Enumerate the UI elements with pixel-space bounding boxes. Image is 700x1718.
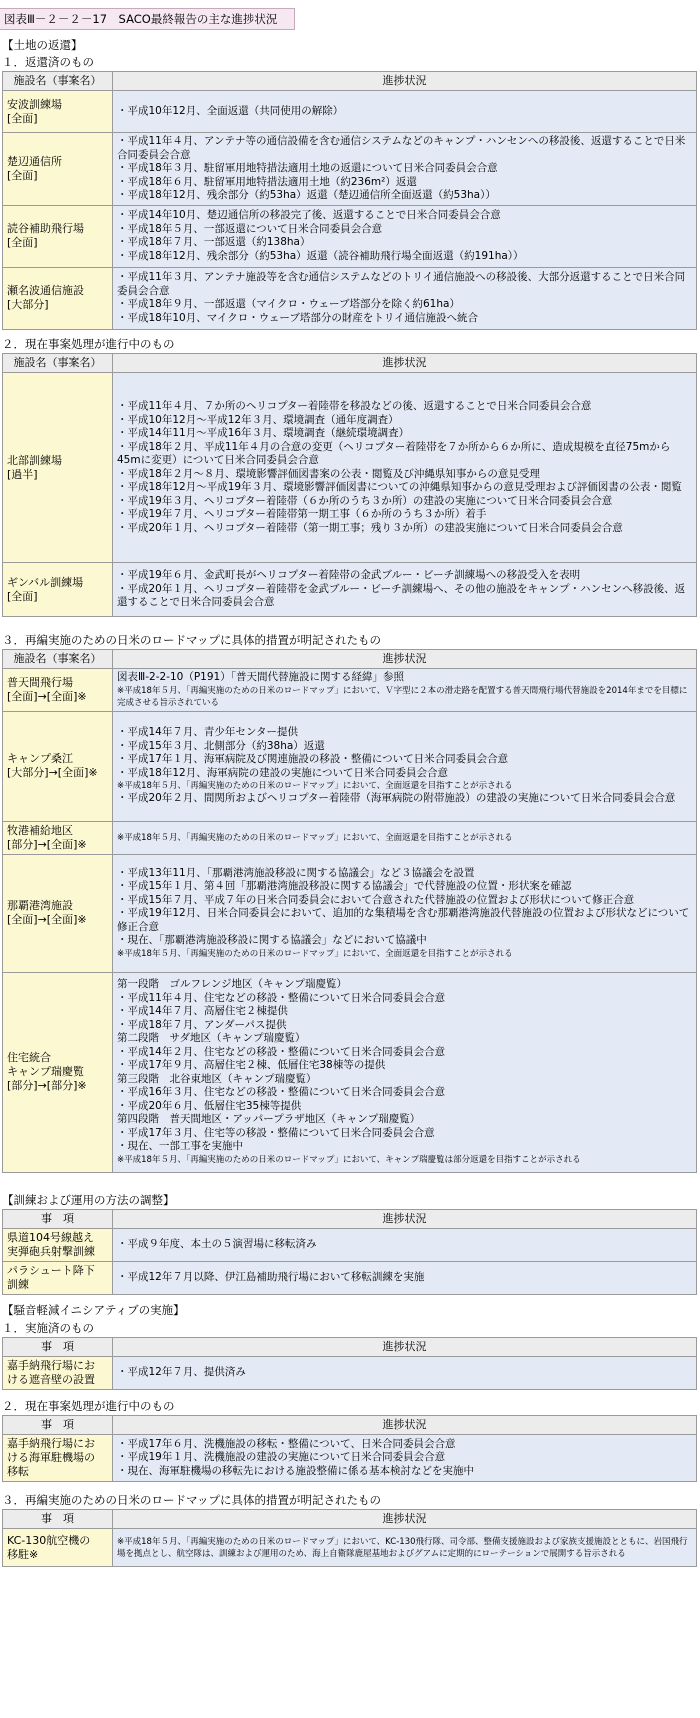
facility-name-line: パラシュート降下	[7, 1264, 95, 1277]
facility-name-line: [部分]→[全面]※	[7, 837, 87, 851]
figure-title: 図表Ⅲ－２－２－17 SACO最終報告の主な進捗状況	[0, 8, 295, 30]
facility-name-line: 普天間飛行場	[7, 675, 73, 689]
table-row	[3, 711, 697, 821]
progress-item: ・平成19年６月、金武町長がヘリコプター着陸帯の金武ブルー・ビーチ訓練場への移設受入を表明	[117, 569, 581, 582]
progress-item: ・現在、一部工事を実施中	[117, 1140, 243, 1153]
facility-name-cell	[3, 373, 113, 563]
facility-name-line: 住宅統合	[7, 1051, 51, 1064]
progress-item: ・平成17年９月、高層住宅２棟、低層住宅38棟等の提供	[117, 1059, 386, 1072]
progress-item: ・平成10年12月～平成12年３月、環境調査（通年度調査）	[117, 413, 399, 426]
table-row	[3, 133, 697, 206]
facility-name-cell	[3, 563, 113, 617]
progress-cell	[113, 91, 697, 133]
noise-subheading-2: ２．現在事案処理が進行中のもの	[2, 1399, 175, 1413]
column-header-progress: 進捗状況	[113, 1510, 697, 1529]
facility-name-line: [過半]	[7, 467, 38, 481]
progress-item: ・平成14年11月～平成16年３月、環境調査（継続環境調査）	[117, 427, 410, 439]
facility-name-line: KC-130航空機の	[7, 1533, 91, 1547]
land-subheading-2: ２．現在事案処理が進行中のもの	[2, 337, 175, 351]
progress-item: ・平成18年12月、海軍病院の建設の実施について日米合同委員会合意	[117, 766, 449, 779]
progress-item: ・平成20年１月、ヘリコプター着陸帯（第一期工事；残り３か所）の建設実施について日米合同委員会合意	[117, 521, 623, 534]
facility-name-line: [全面]	[7, 236, 38, 249]
progress-cell	[113, 854, 697, 972]
facility-name-line: [全面]→[全面]※	[7, 689, 87, 703]
training-heading: 【訓練および運用の方法の調整】	[2, 1193, 175, 1207]
progress-item: ・平成18年２月～８月、環境影響評価図書案の公表・閲覧及び沖縄県知事からの意見受理	[117, 467, 540, 480]
land-subheading-3: ３．再編実施のための日米のロードマップに具体的措置が明記されたもの	[2, 633, 382, 647]
column-header-name: 施設名（事案名）	[3, 72, 113, 91]
progress-item: ・平成19年１月、洗機施設の建設の実施について日米合同委員会合意	[117, 1451, 446, 1464]
noise-subheading-3: ３．再編実施のための日米のロードマップに具体的措置が明記されたもの	[2, 1493, 382, 1507]
progress-cell	[113, 133, 697, 206]
column-header-name: 事 項	[3, 1416, 113, 1435]
facility-name-line: 嘉手納飛行場にお	[7, 1359, 95, 1372]
facility-name-line: [全面]	[7, 168, 38, 182]
progress-item: ・平成11年４月、７か所のヘリコプター着陸帯を移設などの後、返還することで日米合同委員会合意	[117, 400, 592, 412]
progress-item: ・平成18年５月、一部返還について日米合同委員会合意	[117, 222, 383, 235]
table-row	[3, 205, 697, 267]
progress-item: ・平成10年12月、全面返還（共同使用の解除）	[117, 104, 344, 117]
progress-note: ※平成18年５月、「再編実施のための日米のロードマップ」において、KC-130飛行隊、司令部、整備支援施設および家族支援施設とともに、岩国飛行場を拠点とし、航空隊は、訓練および運用のため、海上自衛隊鹿屋基地およびグアムに定期的にローテーションで展開する旨示される	[117, 1536, 688, 1559]
progress-cell	[113, 1229, 697, 1262]
progress-item: ・平成18年12月、残余部分（約53ha）返還（読谷補助飛行場全面返還（約191ha））	[117, 249, 524, 262]
progress-cell	[113, 205, 697, 267]
progress-item: ・平成11年３月、アンテナ施設等を含む通信システムなどのトリイ通信施設への移設後、大部分返還することで日米合同委員会合意	[117, 271, 686, 297]
progress-item: 図表Ⅲ-2-2-10（P191）「普天間代替施設に関する経緯」参照	[117, 671, 404, 683]
column-header-name: 施設名（事案名）	[3, 354, 113, 373]
facility-name-line: 牧港補給地区	[7, 823, 73, 837]
facility-name-cell	[3, 1262, 113, 1295]
table-row	[3, 1357, 697, 1390]
progress-item: ・平成12年７月以降、伊江島補助飛行場において移転訓練を実施	[117, 1271, 425, 1284]
progress-note: ※平成18年５月、「再編実施のための日米のロードマップ」において、キャンプ瑞慶覧は部分返還を目指すことが示される	[117, 1154, 581, 1165]
table-row	[3, 1262, 697, 1295]
column-header-name: 事 項	[3, 1210, 113, 1229]
facility-name-line: 県道104号線越え	[7, 1231, 94, 1244]
facility-name-line: 読谷補助飛行場	[7, 222, 84, 235]
facility-name-cell	[3, 669, 113, 712]
facility-name-cell	[3, 1435, 113, 1482]
land-heading: 【土地の返還】	[2, 38, 83, 52]
facility-name-cell	[3, 1529, 113, 1567]
facility-name-line: 嘉手納飛行場にお	[7, 1437, 95, 1450]
facility-name-line: [大部分]	[7, 298, 49, 311]
column-header-progress: 進捗状況	[113, 72, 697, 91]
facility-name-line: 移駐※	[7, 1547, 39, 1561]
facility-name-line: ける海軍駐機場の	[7, 1451, 95, 1464]
progress-cell	[113, 1357, 697, 1390]
column-header-name: 事 項	[3, 1338, 113, 1357]
facility-name-line: ける遮音壁の設置	[7, 1373, 95, 1386]
facility-name-line: 実弾砲兵射撃訓練	[7, 1245, 95, 1258]
progress-item: ・平成14年２月、住宅などの移設・整備について日米合同委員会合意	[117, 1045, 446, 1058]
progress-cell	[113, 1529, 697, 1567]
progress-item: ・平成19年12月、日米合同委員会において、追加的な集積場を含む那覇港湾施設代替施設の位置および形状などについて修正合意	[117, 907, 690, 933]
column-header-name: 施設名（事案名）	[3, 650, 113, 669]
progress-item: ・平成18年７月、一部返還（約138ha）	[117, 236, 311, 248]
column-header-progress: 進捗状況	[113, 1416, 697, 1435]
progress-item: ・平成18年12月～平成19年３月、環境影響評価図書についての沖縄県知事からの意見受理および評価図書の公表・閲覧	[117, 481, 682, 493]
stage-heading: 第三段階 北谷東地区（キャンプ瑞慶覧）	[117, 1072, 317, 1085]
column-header-progress: 進捗状況	[113, 650, 697, 669]
progress-item: ・平成13年11月、「那覇港湾施設移設に関する協議会」など３協議会を設置	[117, 866, 475, 879]
progress-item: ・平成18年７月、アンダーパス提供	[117, 1018, 287, 1031]
progress-cell	[113, 1435, 697, 1482]
facility-name-cell	[3, 133, 113, 206]
facility-name-line: [大部分]→[全面]※	[7, 766, 98, 779]
progress-item: ・平成19年３月、ヘリコプター着陸帯（６か所のうち３か所）の建設の実施について日米合同委員会合意	[117, 494, 613, 507]
column-header-progress: 進捗状況	[113, 1338, 697, 1357]
progress-item: ・平成16年３月、住宅などの移設・整備について日米合同委員会合意	[117, 1086, 446, 1099]
progress-cell	[113, 711, 697, 821]
progress-item: ・平成18年６月、駐留軍用地特措法適用土地（約236m²）返還	[117, 175, 417, 188]
progress-note: ※平成18年５月、「再編実施のための日米のロードマップ」において、全面返還を目指すことが示される	[117, 948, 513, 959]
facility-name-line: 移転	[7, 1465, 29, 1478]
facility-name-cell	[3, 821, 113, 854]
progress-item: ・平成19年７月、ヘリコプター着陸帯第一期工事（６か所のうち３か所）着手	[117, 508, 487, 520]
table-row	[3, 972, 697, 1172]
progress-item: ・平成９年度、本土の５演習場に移転済み	[117, 1238, 317, 1251]
stage-heading: 第四段階 普天間地区・アッパープラザ地区（キャンプ瑞慶覧）	[117, 1113, 421, 1126]
facility-name-cell	[3, 267, 113, 329]
progress-item: ・平成15年１月、第４回「那覇港湾施設移設に関する協議会」で代替施設の位置・形状案を確認	[117, 880, 572, 892]
facility-name-cell	[3, 1357, 113, 1390]
progress-cell	[113, 821, 697, 854]
progress-item: ・平成15年３月、北側部分（約38ha）返還	[117, 739, 325, 752]
facility-name-line: ギンバル訓練場	[7, 575, 84, 589]
progress-item: ・平成18年２月、平成11年４月の合意の変更（ヘリコプター着陸帯を７か所から６か所に、造成規模を直径75mから45mに変更）について日米合同委員会合意	[117, 440, 671, 466]
stage-heading: 第一段階 ゴルフレンジ地区（キャンプ瑞慶覧）	[117, 978, 348, 991]
facility-name-cell	[3, 972, 113, 1172]
table-row	[3, 91, 697, 133]
progress-cell	[113, 1262, 697, 1295]
noise-implemented-table	[2, 1337, 697, 1390]
noise-in-progress-table	[2, 1415, 697, 1482]
facility-name-line: キャンプ瑞慶覧	[7, 1065, 84, 1078]
facility-name-line: 訓練	[7, 1278, 29, 1291]
table-row	[3, 1435, 697, 1482]
progress-item: ・平成18年９月、一部返還（マイクロ・ウェーブ塔部分を除く約61ha）	[117, 298, 460, 310]
progress-item: ・平成18年10月、マイクロ・ウェーブ塔部分の財産をトリイ通信施設へ統合	[117, 311, 479, 324]
column-header-progress: 進捗状況	[113, 354, 697, 373]
progress-item: ・平成18年12月、残余部分（約53ha）返還（楚辺通信所全面返還（約53ha））	[117, 189, 496, 201]
progress-item: ・現在、海軍駐機場の移転先における施設整備に係る基本検討などを実施中	[117, 1464, 474, 1477]
progress-item: ・平成15年７月、平成７年の日米合同委員会において合意された代替施設の位置および形状について修正合意	[117, 893, 635, 906]
progress-item: ・平成20年１月、ヘリコプター着陸帯を金武ブルー・ビーチ訓練場へ、その他の施設をキャンプ・ハンセンへ移設後、返還することで日米合同委員会合意	[117, 582, 686, 609]
column-header-name: 事 項	[3, 1510, 113, 1529]
facility-name-line: 楚辺通信所	[7, 154, 62, 168]
facility-name-cell	[3, 91, 113, 133]
progress-item: ・平成20年２月、間関所およびヘリコプター着陸帯（海軍病院の附帯施設）の建設の実施について日米合同委員会合意	[117, 792, 676, 805]
progress-cell	[113, 972, 697, 1172]
table-row	[3, 373, 697, 563]
land-returned-table	[2, 71, 697, 330]
facility-name-line: 那覇港湾施設	[7, 899, 73, 912]
facility-name-line: [全面]→[全面]※	[7, 913, 87, 926]
land-subheading-1: １．返還済のもの	[2, 55, 94, 69]
facility-name-line: 北部訓練場	[7, 453, 62, 467]
noise-heading: 【騒音軽減イニシアティブの実施】	[2, 1303, 185, 1317]
progress-item: ・平成12年７月、提供済み	[117, 1366, 246, 1379]
land-in-progress-table	[2, 353, 697, 617]
facility-name-line: 安波訓練場	[7, 97, 62, 111]
column-header-progress: 進捗状況	[113, 1210, 697, 1229]
training-table	[2, 1209, 697, 1295]
facility-name-cell	[3, 711, 113, 821]
facility-name-line: [全面]	[7, 111, 38, 125]
progress-item: ・平成14年10月、楚辺通信所の移設完了後、返還することで日米合同委員会合意	[117, 209, 501, 221]
facility-name-line: [全面]	[7, 589, 38, 603]
table-row	[3, 1529, 697, 1567]
table-row	[3, 267, 697, 329]
noise-subheading-1: １．実施済のもの	[2, 1321, 94, 1335]
table-row	[3, 563, 697, 617]
table-row	[3, 821, 697, 854]
facility-name-cell	[3, 854, 113, 972]
progress-item: ・平成17年３月、住宅等の移設・整備について日米合同委員会合意	[117, 1126, 435, 1139]
progress-note: ※平成18年５月、「再編実施のための日米のロードマップ」において、Ｖ字型に２本の滑走路を配置する普天間飛行場代替施設を2014年までを目標に完成させる旨示されている	[117, 685, 688, 708]
progress-cell	[113, 373, 697, 563]
land-roadmap-table	[2, 649, 697, 1173]
table-row	[3, 1229, 697, 1262]
noise-roadmap-table	[2, 1509, 697, 1567]
facility-name-cell	[3, 1229, 113, 1262]
progress-note: ※平成18年５月、「再編実施のための日米のロードマップ」において、全面返還を目指すことが示される	[117, 781, 513, 792]
facility-name-line: キャンプ桑江	[7, 752, 73, 765]
progress-cell	[113, 267, 697, 329]
progress-item: ・平成11年４月、住宅などの移設・整備について日米合同委員会合意	[117, 991, 446, 1004]
progress-item: ・平成11年４月、アンテナ等の通信設備を含む通信システムなどのキャンプ・ハンセンへの移設後、返還することで日米合同委員会合意	[117, 135, 686, 161]
table-row	[3, 854, 697, 972]
progress-item: ・平成17年６月、洗機施設の移転・整備について、日米合同委員会合意	[117, 1437, 456, 1450]
progress-item: ・現在、「那覇港湾施設移設に関する協議会」などにおいて協議中	[117, 934, 427, 946]
progress-item: ・平成14年７月、青少年センター提供	[117, 726, 298, 739]
table-row	[3, 669, 697, 712]
progress-cell	[113, 563, 697, 617]
facility-name-cell	[3, 205, 113, 267]
progress-item: ・平成20年６月、低層住宅35棟等提供	[117, 1099, 302, 1112]
facility-name-line: [部分]→[部分]※	[7, 1079, 87, 1092]
stage-heading: 第二段階 サダ地区（キャンプ瑞慶覧）	[117, 1032, 306, 1045]
progress-item: ・平成18年３月、駐留軍用地特措法適用土地の返還について日米合同委員会合意	[117, 162, 498, 174]
progress-note: ※平成18年５月、「再編実施のための日米のロードマップ」において、全面返還を目指すことが示される	[117, 832, 513, 843]
progress-item: ・平成17年１月、海軍病院及び関連施設の移設・整備について日米合同委員会合意	[117, 753, 509, 766]
facility-name-line: 瀬名波通信施設	[7, 284, 84, 297]
progress-item: ・平成14年７月、高層住宅２棟提供	[117, 1005, 288, 1018]
progress-cell	[113, 669, 697, 712]
